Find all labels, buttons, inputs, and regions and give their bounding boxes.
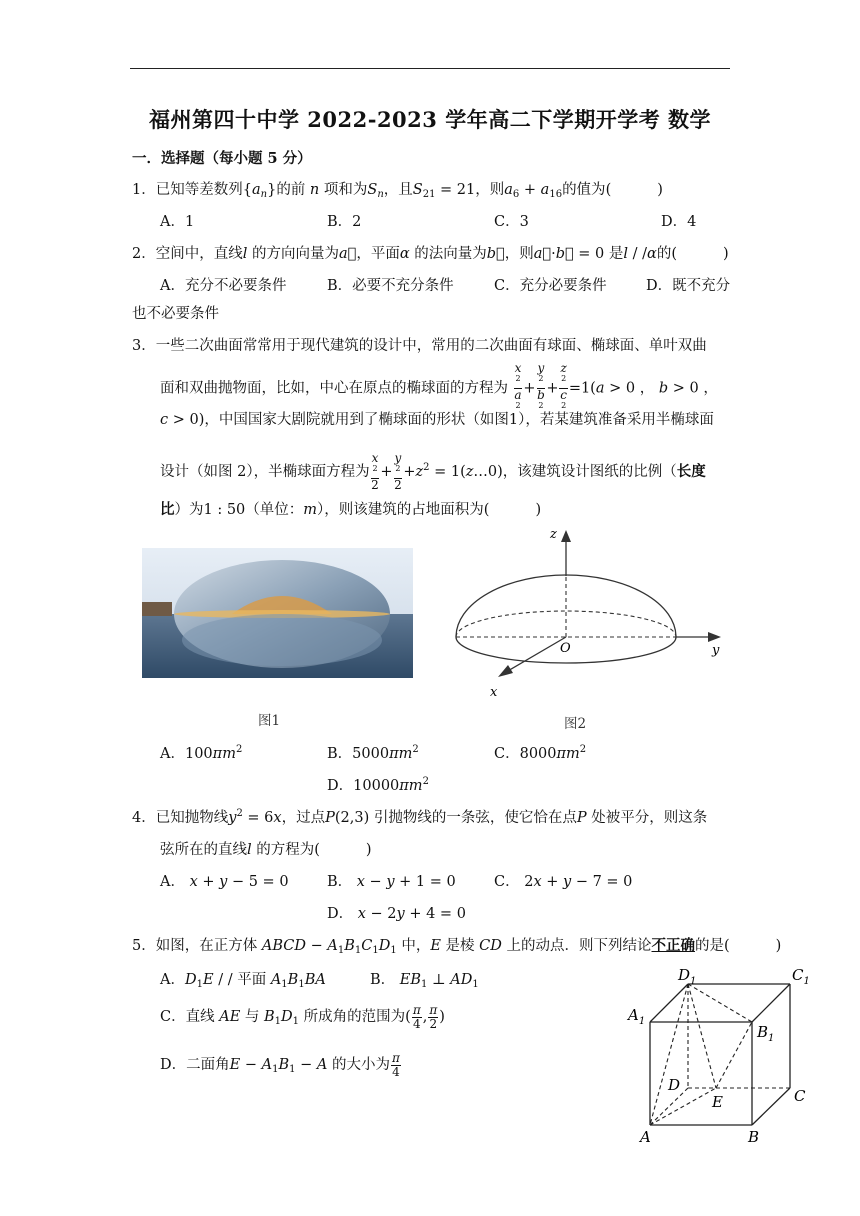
question-4-stem: 4．已知抛物线$y^2 = 6x$，过点P(2,3) 引抛物线的一条弦，使它恰在点P 处被平分，则这条: [132, 808, 708, 826]
vertex-a1: $A_1$: [628, 1006, 646, 1027]
figure-2-half-ellipsoid: [440, 520, 740, 705]
vertex-c: C: [794, 1087, 806, 1105]
q4-option-c[interactable]: C． 2x + y − 7 = 0: [494, 874, 633, 890]
vertex-c1: $C_1$: [792, 966, 810, 987]
z-axis-label: z: [550, 527, 557, 542]
q5-option-a[interactable]: A．$D_1E$ / / 平面 $A_1B_1BA$: [160, 972, 326, 990]
origin-label: O: [560, 641, 571, 656]
q2-option-c[interactable]: C．充分必要条件: [494, 278, 607, 294]
q1-option-d[interactable]: D．4: [661, 214, 697, 230]
q2-option-b[interactable]: B．必要不充分条件: [327, 278, 454, 294]
q3-option-b[interactable]: B．$5000\pi m^2$: [327, 744, 419, 762]
figure-1-caption: 图1: [258, 713, 281, 729]
y-axis-label: y: [712, 643, 720, 658]
q5-option-c[interactable]: C．直线 AE 与 $B_1D_1$ 所成角的范围为( $\frac{\pi}{4}$ , $\frac{\pi}{2}$ ): [160, 1003, 445, 1031]
section-heading: 一．选择题（每小题 5 分）: [132, 150, 312, 167]
q2-option-d[interactable]: D．既不充分: [646, 278, 731, 294]
question-3-line5: 比）为1 : 50（单位：m），则该建筑的占地面积为( ): [160, 501, 542, 518]
question-3-line2: 面和双曲抛物面，比如，中心在原点的椭球面的方程为 x $^2$ a $^2$ + y $^2$ b $^2$ + z $^2$ c $^2$ =1(a > 0 ， b > 0 ，: [160, 361, 718, 410]
question-3-line3: c > 0)，中国国家大剧院就用到了椭球面的形状（如图1），若某建筑准备采用半椭球面: [160, 412, 714, 428]
question-5-stem: 5．如图，在正方体 ABCD − $A_1B_1C_1D_1$ 中，E 是棱 CD 上的动点．则下列结论不正确的是( ): [132, 937, 782, 956]
question-3-line4: 设计（如图 2），半椭球面方程为 x $^2$ 2 + y $^2$ 2 $+z^2$ = 1(z…0)，该建筑设计图纸的比例（长度: [160, 451, 706, 493]
q1-option-b[interactable]: B．2: [327, 214, 362, 230]
figure-1-theater-photo: [142, 548, 413, 678]
question-2-stem: 2．空间中，直线l 的方向向量为a⃗，平面α 的法向量为b⃗，则a⃗·b⃗ = 0 是l / /α的( ): [132, 246, 729, 262]
q2-option-a[interactable]: A．充分不必要条件: [160, 278, 287, 294]
x-axis-label: x: [490, 685, 498, 700]
q3-option-c[interactable]: C．$8000\pi m^2$: [494, 744, 587, 762]
question-4-line2: 弦所在的直线l 的方程为( ): [160, 842, 372, 858]
q5-option-b[interactable]: B． $EB_1$ ⊥ $AD_1$: [370, 972, 479, 990]
vertex-d1: $D_1$: [678, 966, 697, 987]
page-title: 福州第四十中学 2022-2023 学年高二下学期开学考 数学: [148, 107, 712, 132]
vertex-b1: $B_1$: [757, 1023, 775, 1044]
q3-option-a[interactable]: A．$100\pi m^2$: [160, 744, 243, 762]
q3-option-d[interactable]: D．$10000\pi m^2$: [327, 776, 429, 794]
point-e: E: [712, 1093, 723, 1111]
q2-option-d-cont: 也不必要条件: [132, 306, 219, 322]
q4-option-b[interactable]: B． x − y + 1 = 0: [327, 874, 456, 890]
figure-2-caption: 图2: [564, 716, 587, 732]
vertex-a: A: [640, 1128, 651, 1146]
top-rule: [130, 68, 730, 69]
question-3-line1: 3．一些二次曲面常常用于现代建筑的设计中，常用的二次曲面有球面、椭球面、单叶双曲: [132, 338, 707, 354]
figure-cube: [620, 965, 820, 1150]
q4-option-a[interactable]: A． x + y − 5 = 0: [160, 874, 289, 890]
q1-option-c[interactable]: C．3: [494, 214, 529, 230]
q5-option-d[interactable]: D．二面角$E - A_1B_1 - A$ 的大小为 $\frac{\pi}{4}$: [160, 1051, 400, 1079]
question-1-stem: 1．已知等差数列$\{a_n\}$的前 n 项和为$S_n$，且$S_{21} = 21$，则$a_6 + a_{16}$的值为( ): [132, 182, 663, 200]
q1-option-a[interactable]: A．1: [160, 214, 195, 230]
vertex-b: B: [748, 1128, 760, 1146]
q4-option-d[interactable]: D． x − 2y + 4 = 0: [327, 906, 466, 922]
vertex-d: D: [668, 1076, 681, 1094]
